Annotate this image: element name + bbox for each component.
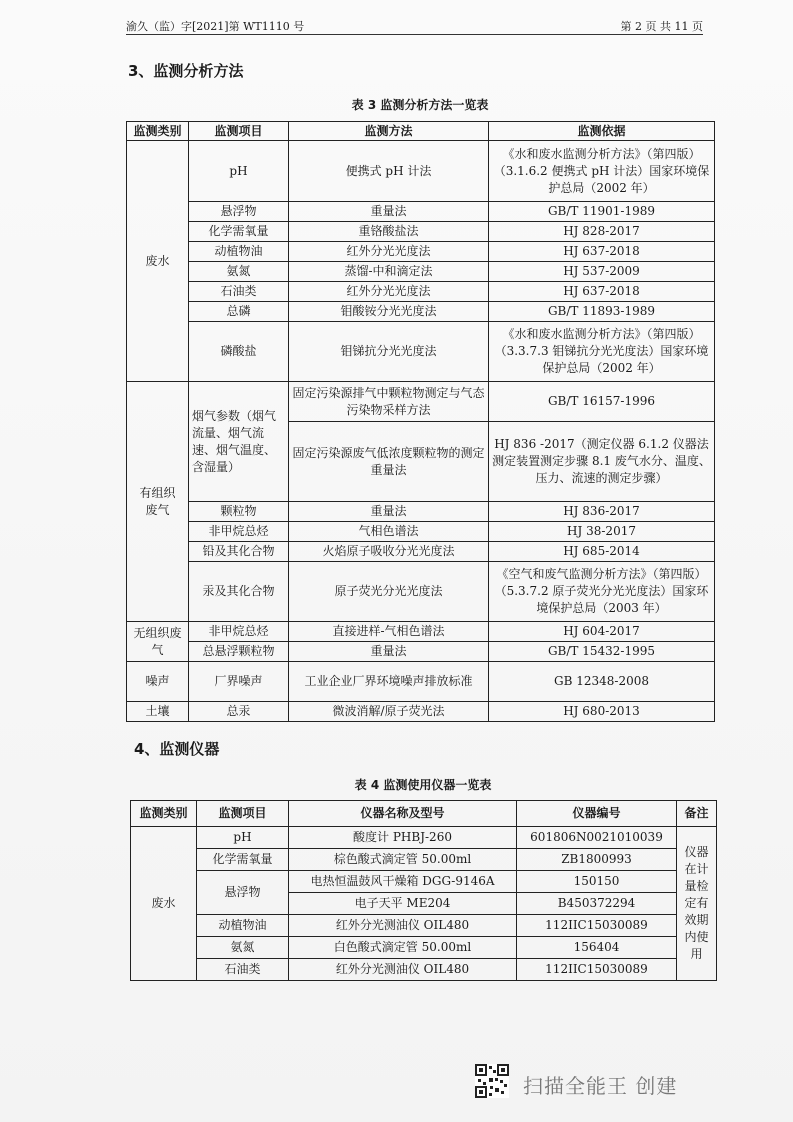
item-cell: 非甲烷总烃 [189, 622, 289, 642]
category-cell: 土壤 [127, 702, 189, 722]
basis-cell: HJ 680-2013 [489, 702, 715, 722]
column-header: 监测类别 [131, 801, 197, 827]
instrument-no-cell: 156404 [517, 937, 677, 959]
basis-cell: HJ 38-2017 [489, 522, 715, 542]
basis-cell: GB/T 11901-1989 [489, 202, 715, 222]
instrument-name-cell: 红外分光测油仪 OIL480 [289, 959, 517, 981]
instrument-no-cell: 112IIC15030089 [517, 915, 677, 937]
basis-cell: HJ 836-2017 [489, 502, 715, 522]
basis-cell: GB/T 15432-1995 [489, 642, 715, 662]
table-3-caption: 表 3 监测分析方法一览表 [351, 98, 489, 112]
category-cell: 有组织废气 [127, 382, 189, 622]
method-cell: 红外分光光度法 [289, 242, 489, 262]
item-cell: 悬浮物 [189, 202, 289, 222]
item-cell: 氨氮 [189, 262, 289, 282]
method-cell: 固定污染源废气低浓度颗粒物的测定重量法 [289, 422, 489, 502]
instrument-name-cell: 红外分光测油仪 OIL480 [289, 915, 517, 937]
item-cell: 磷酸盐 [189, 322, 289, 382]
basis-cell: HJ 637-2018 [489, 242, 715, 262]
method-cell: 钼锑抗分光光度法 [289, 322, 489, 382]
item-cell: 铅及其化合物 [189, 542, 289, 562]
method-cell: 工业企业厂界环境噪声排放标准 [289, 662, 489, 702]
method-cell: 原子荧光分光光度法 [289, 562, 489, 622]
instrument-name-cell: 白色酸式滴定管 50.00ml [289, 937, 517, 959]
item-cell: 颗粒物 [189, 502, 289, 522]
method-cell: 重量法 [289, 502, 489, 522]
column-header: 备注 [677, 801, 717, 827]
scanner-watermark [475, 1064, 725, 1104]
method-cell: 重量法 [289, 642, 489, 662]
item-cell: 化学需氧量 [197, 849, 289, 871]
instrument-no-cell: 112IIC15030089 [517, 959, 677, 981]
basis-cell: HJ 637-2018 [489, 282, 715, 302]
item-cell: 氨氮 [197, 937, 289, 959]
category-cell: 废水 [131, 827, 197, 981]
basis-cell: HJ 537-2009 [489, 262, 715, 282]
instrument-no-cell: B450372294 [517, 893, 677, 915]
instrument-no-cell: ZB1800993 [517, 849, 677, 871]
basis-cell: HJ 604-2017 [489, 622, 715, 642]
column-header: 监测依据 [489, 122, 715, 141]
item-cell: 厂界噪声 [189, 662, 289, 702]
instrument-name-cell: 电热恒温鼓风干燥箱 DGG-9146A [289, 871, 517, 893]
column-header: 仪器名称及型号 [289, 801, 517, 827]
item-cell: 化学需氧量 [189, 222, 289, 242]
basis-cell: 《水和废水监测分析方法》（第四版）（3.3.7.3 钼锑抗分光光度法）国家环境保护总局（2002 年） [489, 322, 715, 382]
instruments-table [130, 800, 717, 981]
item-cell: 总悬浮颗粒物 [189, 642, 289, 662]
basis-cell: HJ 836 -2017（测定仪器 6.1.2 仪器法测定装置测定步骤 8.1 废气水分、温度、压力、流速的测定步骤） [489, 422, 715, 502]
basis-cell: GB 12348-2008 [489, 662, 715, 702]
column-header: 监测项目 [189, 122, 289, 141]
basis-cell: 《水和废水监测分析方法》（第四版）（3.1.6.2 便携式 pH 计法）国家环境保护总局（2002 年） [489, 141, 715, 202]
document-number: 渝久（监）字[2021]第 WT1110 号 [126, 20, 305, 33]
item-cell: pH [197, 827, 289, 849]
page-number: 第 2 页 共 11 页 [620, 20, 703, 33]
page-header [126, 14, 703, 35]
item-cell: pH [189, 141, 289, 202]
method-cell: 重量法 [289, 202, 489, 222]
item-cell: 悬浮物 [197, 871, 289, 915]
item-cell: 动植物油 [197, 915, 289, 937]
basis-cell: HJ 828-2017 [489, 222, 715, 242]
method-cell: 便携式 pH 计法 [289, 141, 489, 202]
category-cell: 无组织废气 [127, 622, 189, 662]
section-4-heading: 4、监测仪器 [134, 740, 220, 758]
item-cell: 动植物油 [189, 242, 289, 262]
basis-cell: GB/T 11893-1989 [489, 302, 715, 322]
method-cell: 微波消解/原子荧光法 [289, 702, 489, 722]
category-cell: 废水 [127, 141, 189, 382]
basis-cell: 《空气和废气监测分析方法》（第四版）（5.3.7.2 原子荧光分光光度法）国家环境保护总局（2003 年） [489, 562, 715, 622]
instrument-no-cell: 150150 [517, 871, 677, 893]
item-cell: 非甲烷总烃 [189, 522, 289, 542]
method-cell: 固定污染源排气中颗粒物测定与气态污染物采样方法 [289, 382, 489, 422]
item-cell: 石油类 [189, 282, 289, 302]
table-4-caption: 表 4 监测使用仪器一览表 [354, 778, 492, 792]
section-3-heading: 3、监测分析方法 [128, 62, 244, 80]
scanner-app-text: 扫描全能王 创建 [523, 1074, 678, 1098]
method-cell: 钼酸铵分光光度法 [289, 302, 489, 322]
column-header: 监测类别 [127, 122, 189, 141]
remark-cell: 仪器在计量检定有效期内使用 [677, 827, 717, 981]
instrument-name-cell: 电子天平 ME204 [289, 893, 517, 915]
method-cell: 蒸馏-中和滴定法 [289, 262, 489, 282]
method-cell: 直接进样-气相色谱法 [289, 622, 489, 642]
instrument-name-cell: 酸度计 PHBJ-260 [289, 827, 517, 849]
method-cell: 重铬酸盐法 [289, 222, 489, 242]
category-cell: 噪声 [127, 662, 189, 702]
item-cell: 总汞 [189, 702, 289, 722]
qr-code-icon [475, 1064, 509, 1098]
instrument-name-cell: 棕色酸式滴定管 50.00ml [289, 849, 517, 871]
item-cell: 总磷 [189, 302, 289, 322]
basis-cell: HJ 685-2014 [489, 542, 715, 562]
basis-cell: GB/T 16157-1996 [489, 382, 715, 422]
analysis-methods-table [126, 121, 715, 722]
item-cell: 石油类 [197, 959, 289, 981]
column-header: 监测方法 [289, 122, 489, 141]
method-cell: 火焰原子吸收分光光度法 [289, 542, 489, 562]
method-cell: 红外分光光度法 [289, 282, 489, 302]
column-header: 监测项目 [197, 801, 289, 827]
instrument-no-cell: 601806N0021010039 [517, 827, 677, 849]
column-header: 仪器编号 [517, 801, 677, 827]
item-cell: 汞及其化合物 [189, 562, 289, 622]
method-cell: 气相色谱法 [289, 522, 489, 542]
item-cell: 烟气参数（烟气流量、烟气流速、烟气温度、含湿量） [189, 382, 289, 502]
